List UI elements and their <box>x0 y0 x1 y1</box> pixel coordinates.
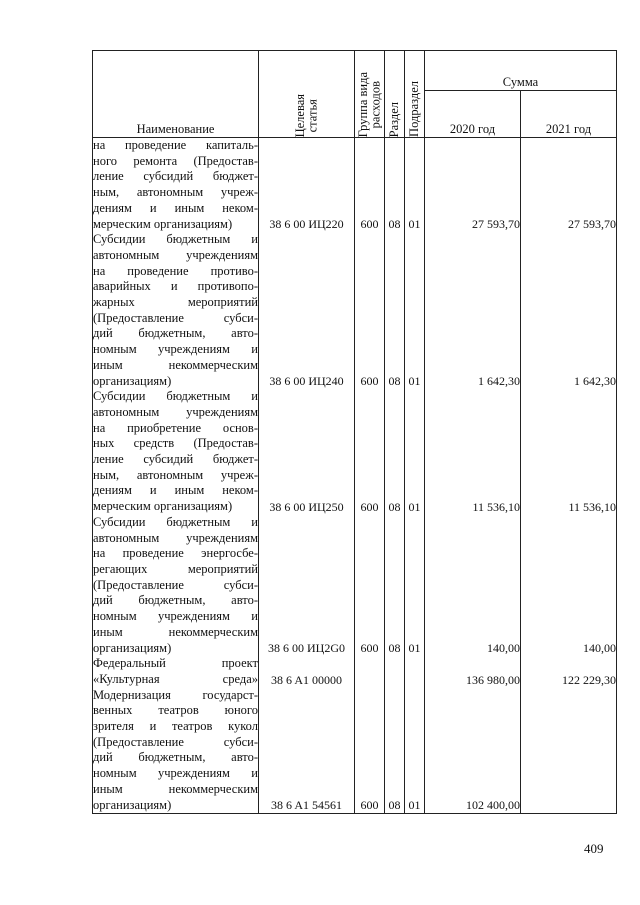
row-name-line: на проведение противо- <box>93 263 258 278</box>
row-name <box>93 688 259 814</box>
row-group: 600 <box>355 138 385 233</box>
row-name-line: ление субсидий бюджет- <box>93 169 258 184</box>
row-name-line: ным, автономным учреж- <box>93 467 258 482</box>
row-name-line: «Культурная среда» <box>93 671 258 686</box>
row-sum-2020: 136 980,00 <box>425 656 521 687</box>
row-name-line: Федеральный проект <box>93 656 258 671</box>
row-name-line: дий бюджетным, авто- <box>93 593 258 608</box>
row-subsection: 01 <box>405 515 425 656</box>
row-name-line: номным учреждениям и <box>93 342 258 357</box>
header-year-2021: 2021 год <box>521 91 617 138</box>
table-row <box>93 138 617 233</box>
row-subsection: 01 <box>405 138 425 233</box>
table-row <box>93 688 617 814</box>
row-sum-2020: 140,00 <box>425 515 521 656</box>
row-name-line: зрителя и театров кукол <box>93 719 258 734</box>
row-section: 08 <box>385 389 405 515</box>
row-name-line: ных средств (Предостав- <box>93 436 258 451</box>
table-row <box>93 656 617 687</box>
row-group: 600 <box>355 232 385 389</box>
row-name-line: регающих мероприятий <box>93 561 258 576</box>
row-name-line: (Предоставление субси- <box>93 734 258 749</box>
row-subsection: 01 <box>405 688 425 814</box>
row-sum-2020: 1 642,30 <box>425 232 521 389</box>
row-name-line: иным некоммерческим <box>93 781 258 796</box>
row-sum-2020: 102 400,00 <box>425 688 521 814</box>
row-sum-2021: 1 642,30 <box>521 232 617 389</box>
budget-table <box>92 50 617 814</box>
row-target: 38 6 00 ИЦ250 <box>259 389 355 515</box>
header-group: Группа вида расходов <box>355 51 385 138</box>
row-sum-2020: 11 536,10 <box>425 389 521 515</box>
row-name-line: номным учреждениям и <box>93 609 258 624</box>
row-name-line: дениям и иным неком- <box>93 483 258 498</box>
row-name-line: мерческим организациям) <box>93 499 233 514</box>
row-name-line: автономным учреждениям <box>93 530 258 545</box>
row-name-line: Модернизация государст- <box>93 687 258 702</box>
row-name-line: ного ремонта (Предостав- <box>93 153 258 168</box>
row-name-line: на приобретение основ- <box>93 420 258 435</box>
row-sum-2020: 27 593,70 <box>425 138 521 233</box>
row-name <box>93 656 259 687</box>
row-name-line: Субсидии бюджетным и <box>93 389 258 404</box>
row-subsection: 01 <box>405 389 425 515</box>
row-sum-2021: 11 536,10 <box>521 389 617 515</box>
row-name <box>93 389 259 515</box>
row-group <box>355 656 385 687</box>
row-target: 38 6 A1 00000 <box>259 656 355 687</box>
row-name-line: Субсидии бюджетным и <box>93 232 258 247</box>
row-name-line: дий бюджетным, авто- <box>93 326 258 341</box>
row-sum-2021: 122 229,30 <box>521 656 617 687</box>
header-section: Раздел <box>385 51 405 138</box>
row-section: 08 <box>385 688 405 814</box>
row-name-line: на проведение энергосбе- <box>93 546 258 561</box>
row-section: 08 <box>385 232 405 389</box>
header-subsection: Подраздел <box>405 51 425 138</box>
row-name-line: номным учреждениям и <box>93 766 258 781</box>
header-target: Целевая статья <box>259 51 355 138</box>
row-section: 08 <box>385 515 405 656</box>
row-subsection: 01 <box>405 232 425 389</box>
row-target: 38 6 A1 54561 <box>259 688 355 814</box>
row-group: 600 <box>355 389 385 515</box>
row-name-line: мерческим организациям) <box>93 216 233 231</box>
header-sum: Сумма <box>425 51 617 91</box>
row-name-line: (Предоставление субси- <box>93 310 258 325</box>
row-sum-2021 <box>521 688 617 814</box>
table-header <box>93 51 617 138</box>
row-name-line: иным некоммерческим <box>93 624 258 639</box>
row-section: 08 <box>385 138 405 233</box>
row-name-line: жарных мероприятий <box>93 295 258 310</box>
row-target: 38 6 00 ИЦ240 <box>259 232 355 389</box>
row-sum-2021: 140,00 <box>521 515 617 656</box>
row-name-line: организациям) <box>93 640 172 655</box>
row-name-line: автономным учреждениям <box>93 247 258 262</box>
row-name-line: автономным учреждениям <box>93 404 258 419</box>
row-name-line: иным некоммерческим <box>93 357 258 372</box>
row-name <box>93 515 259 656</box>
row-name-line: на проведение капиталь- <box>93 138 258 152</box>
row-subsection <box>405 656 425 687</box>
row-sum-2021: 27 593,70 <box>521 138 617 233</box>
row-group: 600 <box>355 688 385 814</box>
row-target: 38 6 00 ИЦ2G0 <box>259 515 355 656</box>
header-name: Наименование <box>93 51 259 138</box>
table-row <box>93 389 617 515</box>
row-name-line: организациям) <box>93 797 172 812</box>
header-year-2020: 2020 год <box>425 91 521 138</box>
row-name-line: Субсидии бюджетным и <box>93 514 258 529</box>
row-name-line: ление субсидий бюджет- <box>93 452 258 467</box>
row-name-line: аварийных и противопо- <box>93 279 258 294</box>
table-row <box>93 232 617 389</box>
row-name <box>93 232 259 389</box>
row-name-line: ным, автономным учреж- <box>93 185 258 200</box>
row-name-line: (Предоставление субси- <box>93 577 258 592</box>
row-name-line: дий бюджетным, авто- <box>93 750 258 765</box>
row-target: 38 6 00 ИЦ220 <box>259 138 355 233</box>
table-body <box>93 138 617 814</box>
row-name-line: венных театров юного <box>93 703 258 718</box>
row-section <box>385 656 405 687</box>
row-name <box>93 138 259 233</box>
row-name-line: дениям и иным неком- <box>93 200 258 215</box>
table-row <box>93 515 617 656</box>
row-group: 600 <box>355 515 385 656</box>
page-number: 409 <box>584 841 604 856</box>
row-name-line: организациям) <box>93 373 172 388</box>
